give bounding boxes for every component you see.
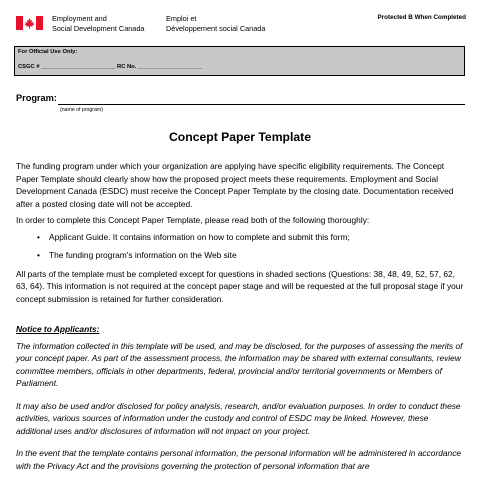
bullet-icon: • <box>37 250 40 260</box>
notice-paragraph-1: The information collected in this template will be used, and may be disclosed, for the purposes of assessing the merits of your concept paper. As part of the assessment process, the information may be shared with external consultants, review committee members, officials in other departments, federal, provincial and/or territorial governments or Members of Parliament. <box>16 340 463 388</box>
department-name-french: Emploi et Développement social Canada <box>166 14 266 33</box>
bullet-icon: • <box>37 231 40 242</box>
list-item: • Applicant Guide. It contains information on how to complete and submit this form; <box>37 231 350 242</box>
document-body <box>16 160 466 480</box>
page-header <box>16 14 466 38</box>
department-name-english: Employment and Social Development Canada <box>52 14 145 33</box>
list-item: • The funding program's information on the Web site <box>37 250 237 260</box>
page-title: Concept Paper Template <box>169 130 311 144</box>
shaded-sections-paragraph: All parts of the template must be completed except for questions in shaded sections (Questions: 38, 48, 49, 52, 57, 62, 63, 64). This information is not required at the concept paper stage and will be requested at the full proposal stage if your concept submission is retained for further consideration. <box>16 268 464 304</box>
program-name-field[interactable] <box>58 104 465 105</box>
official-use-box <box>14 46 465 76</box>
canada-flag-icon <box>16 16 43 30</box>
official-use-fields: CSGC # _______________________ RC No. ____________________ <box>18 64 203 70</box>
requirements-list <box>16 231 466 262</box>
notice-paragraph-3: In the event that the template contains personal information, the personal information will be administered in accordance with the Privacy Act and the provisions governing the protection of personal information that are <box>16 448 462 471</box>
notice-paragraph-2: It may also be used and/or disclosed for policy analysis, research, and/or evaluation purposes. In order to conduct these activities, various sources of information under the custody and control of ESDC may be linked. However, these additional uses and/or disclosures of information will not impact on your project. <box>16 400 461 436</box>
read-both-paragraph: In order to complete this Concept Paper Template, please read both of the following thoroughly: <box>16 215 370 225</box>
program-hint: (name of program) <box>60 107 103 113</box>
protected-label: Protected B When Completed <box>377 14 466 21</box>
intro-paragraph: The funding program under which your organization are applying have specific eligibility requirements. The Concept Paper Template should clearly show how the proposed project meets these requirements. Employment and Social Development Canada (ESDC) must receive the Concept Paper Template by the closing date. Documentation received after a posted closing date will not be accepted. <box>16 161 454 209</box>
official-use-title: For Official Use Only: <box>18 49 78 55</box>
program-label: Program: <box>16 93 57 103</box>
notice-heading: Notice to Applicants: <box>16 324 100 334</box>
